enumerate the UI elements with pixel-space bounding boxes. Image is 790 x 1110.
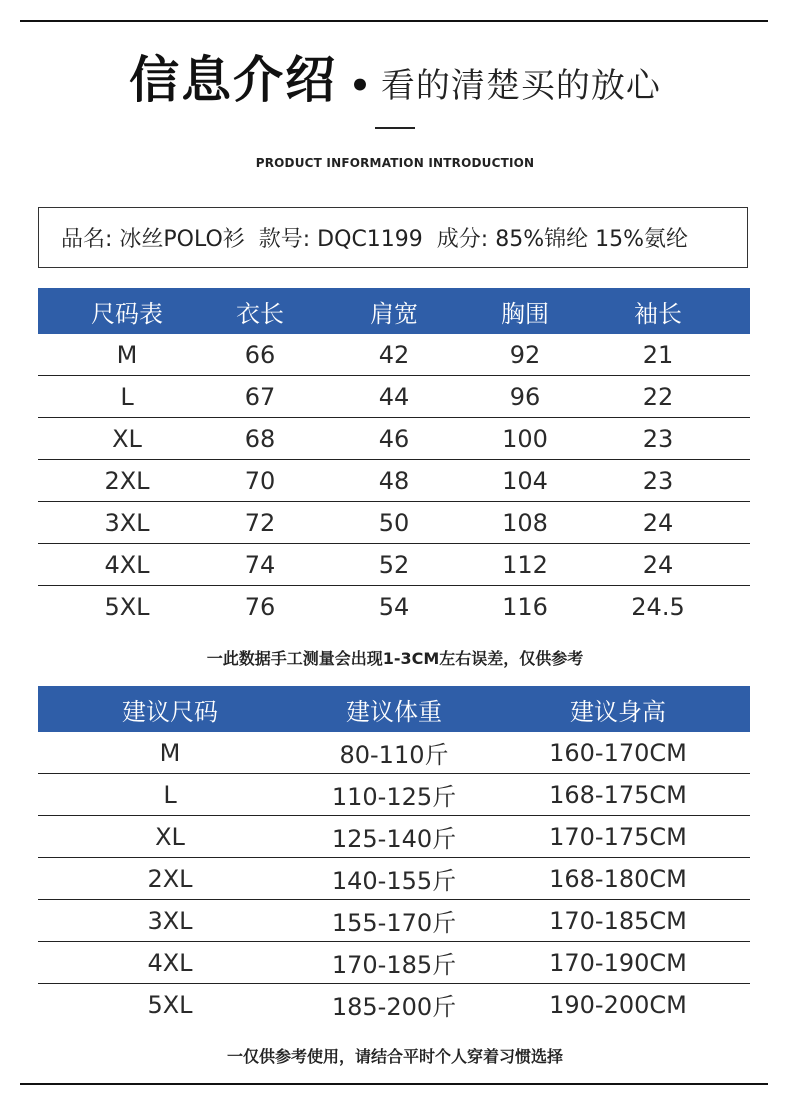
table-cell: 168-175CM xyxy=(486,774,750,816)
size-chart-header: 袖长 xyxy=(566,288,750,334)
recommendation-header: 建议尺码 xyxy=(38,686,302,732)
table-cell: 112 xyxy=(484,544,566,586)
title-separator-dot: • xyxy=(349,66,371,106)
table-cell: XL xyxy=(38,418,216,460)
usage-note: 一仅供参考使用，请结合平时个人穿着习惯选择 xyxy=(226,1047,563,1066)
table-cell: 24 xyxy=(566,502,750,544)
table-cell: 170-175CM xyxy=(486,816,750,858)
size-chart-header: 肩宽 xyxy=(304,288,484,334)
table-row xyxy=(38,586,750,628)
product-composition: 成分: 85%锦纶 15%氨纶 xyxy=(436,227,688,252)
table-cell: 4XL xyxy=(38,942,302,984)
recommendation-header: 建议体重 xyxy=(302,686,486,732)
table-cell: 108 xyxy=(484,502,566,544)
table-cell: 70 xyxy=(216,460,304,502)
table-row xyxy=(38,376,750,418)
table-cell: M xyxy=(38,732,302,774)
table-cell: 48 xyxy=(304,460,484,502)
table-cell: 46 xyxy=(304,418,484,460)
table-cell: 24.5 xyxy=(631,592,685,621)
english-subtitle: PRODUCT INFORMATION INTRODUCTION xyxy=(255,156,535,170)
table-cell: 23 xyxy=(566,460,750,502)
table-cell: 170-185CM xyxy=(486,900,750,942)
table-cell: 170-185斤 xyxy=(302,942,486,984)
table-row xyxy=(38,942,750,984)
recommendation-header-row xyxy=(38,686,750,732)
product-info-box xyxy=(38,207,748,268)
page-title-row xyxy=(0,40,790,120)
table-cell: 5XL xyxy=(104,592,150,621)
table-row xyxy=(38,334,750,376)
table-cell: 2XL xyxy=(38,460,216,502)
title-underline xyxy=(375,127,415,129)
table-cell: 52 xyxy=(304,544,484,586)
table-row xyxy=(38,816,750,858)
table-cell: 100 xyxy=(484,418,566,460)
table-cell: 50 xyxy=(304,502,484,544)
table-row xyxy=(38,732,750,774)
table-cell: 160-170CM xyxy=(486,732,750,774)
table-cell: 22 xyxy=(566,376,750,418)
table-cell: 155-170斤 xyxy=(302,900,486,942)
table-cell: 3XL xyxy=(38,900,302,942)
recommendation-table xyxy=(38,686,750,1025)
table-cell: 2XL xyxy=(38,858,302,900)
size-chart-header-row xyxy=(38,288,750,334)
table-cell: 170-190CM xyxy=(486,942,750,984)
size-chart-header: 尺码表 xyxy=(38,288,216,334)
table-cell: 190-200CM xyxy=(549,990,687,1019)
table-cell: 4XL xyxy=(38,544,216,586)
table-cell: 80-110斤 xyxy=(302,732,486,774)
size-chart-header: 衣长 xyxy=(216,288,304,334)
table-cell: 72 xyxy=(216,502,304,544)
table-cell: 24 xyxy=(566,544,750,586)
recommendation-header: 建议身高 xyxy=(486,686,750,732)
top-divider xyxy=(20,20,768,22)
table-row xyxy=(38,544,750,586)
table-cell: 5XL xyxy=(147,990,193,1019)
size-chart-table xyxy=(38,288,750,627)
table-cell: 3XL xyxy=(38,502,216,544)
bottom-divider xyxy=(20,1083,768,1085)
table-cell: 104 xyxy=(484,460,566,502)
table-cell: 74 xyxy=(216,544,304,586)
table-cell: L xyxy=(38,376,216,418)
table-cell: 110-125斤 xyxy=(302,774,486,816)
table-cell: 140-155斤 xyxy=(302,858,486,900)
page-subtitle: 看的清楚买的放心 xyxy=(380,66,661,106)
table-cell: 185-200斤 xyxy=(331,993,457,1021)
table-cell: 68 xyxy=(216,418,304,460)
measurement-note: 一此数据手工测量会出现1-3CM左右误差，仅供参考 xyxy=(206,649,584,668)
page-title: 信息介绍 xyxy=(129,51,338,109)
product-name: 品名: 冰丝POLO衫 xyxy=(61,227,245,252)
table-cell: 66 xyxy=(216,334,304,376)
table-cell: 23 xyxy=(566,418,750,460)
table-cell: M xyxy=(38,334,216,376)
table-cell: 21 xyxy=(566,334,750,376)
product-style-number: 款号: DQC1199 xyxy=(258,227,423,252)
table-cell: 92 xyxy=(484,334,566,376)
table-row xyxy=(38,460,750,502)
table-row xyxy=(38,900,750,942)
table-row xyxy=(38,502,750,544)
table-row xyxy=(38,418,750,460)
table-cell: 54 xyxy=(378,592,410,621)
table-cell: XL xyxy=(38,816,302,858)
table-row xyxy=(38,774,750,816)
table-cell: L xyxy=(38,774,302,816)
table-cell: 67 xyxy=(216,376,304,418)
table-row xyxy=(38,984,750,1026)
table-cell: 168-180CM xyxy=(486,858,750,900)
size-chart-header: 胸围 xyxy=(484,288,566,334)
table-cell: 44 xyxy=(304,376,484,418)
table-cell: 76 xyxy=(244,592,276,621)
table-row xyxy=(38,858,750,900)
table-cell: 42 xyxy=(304,334,484,376)
table-cell: 96 xyxy=(484,376,566,418)
table-cell: 116 xyxy=(502,592,548,621)
table-cell: 125-140斤 xyxy=(302,816,486,858)
